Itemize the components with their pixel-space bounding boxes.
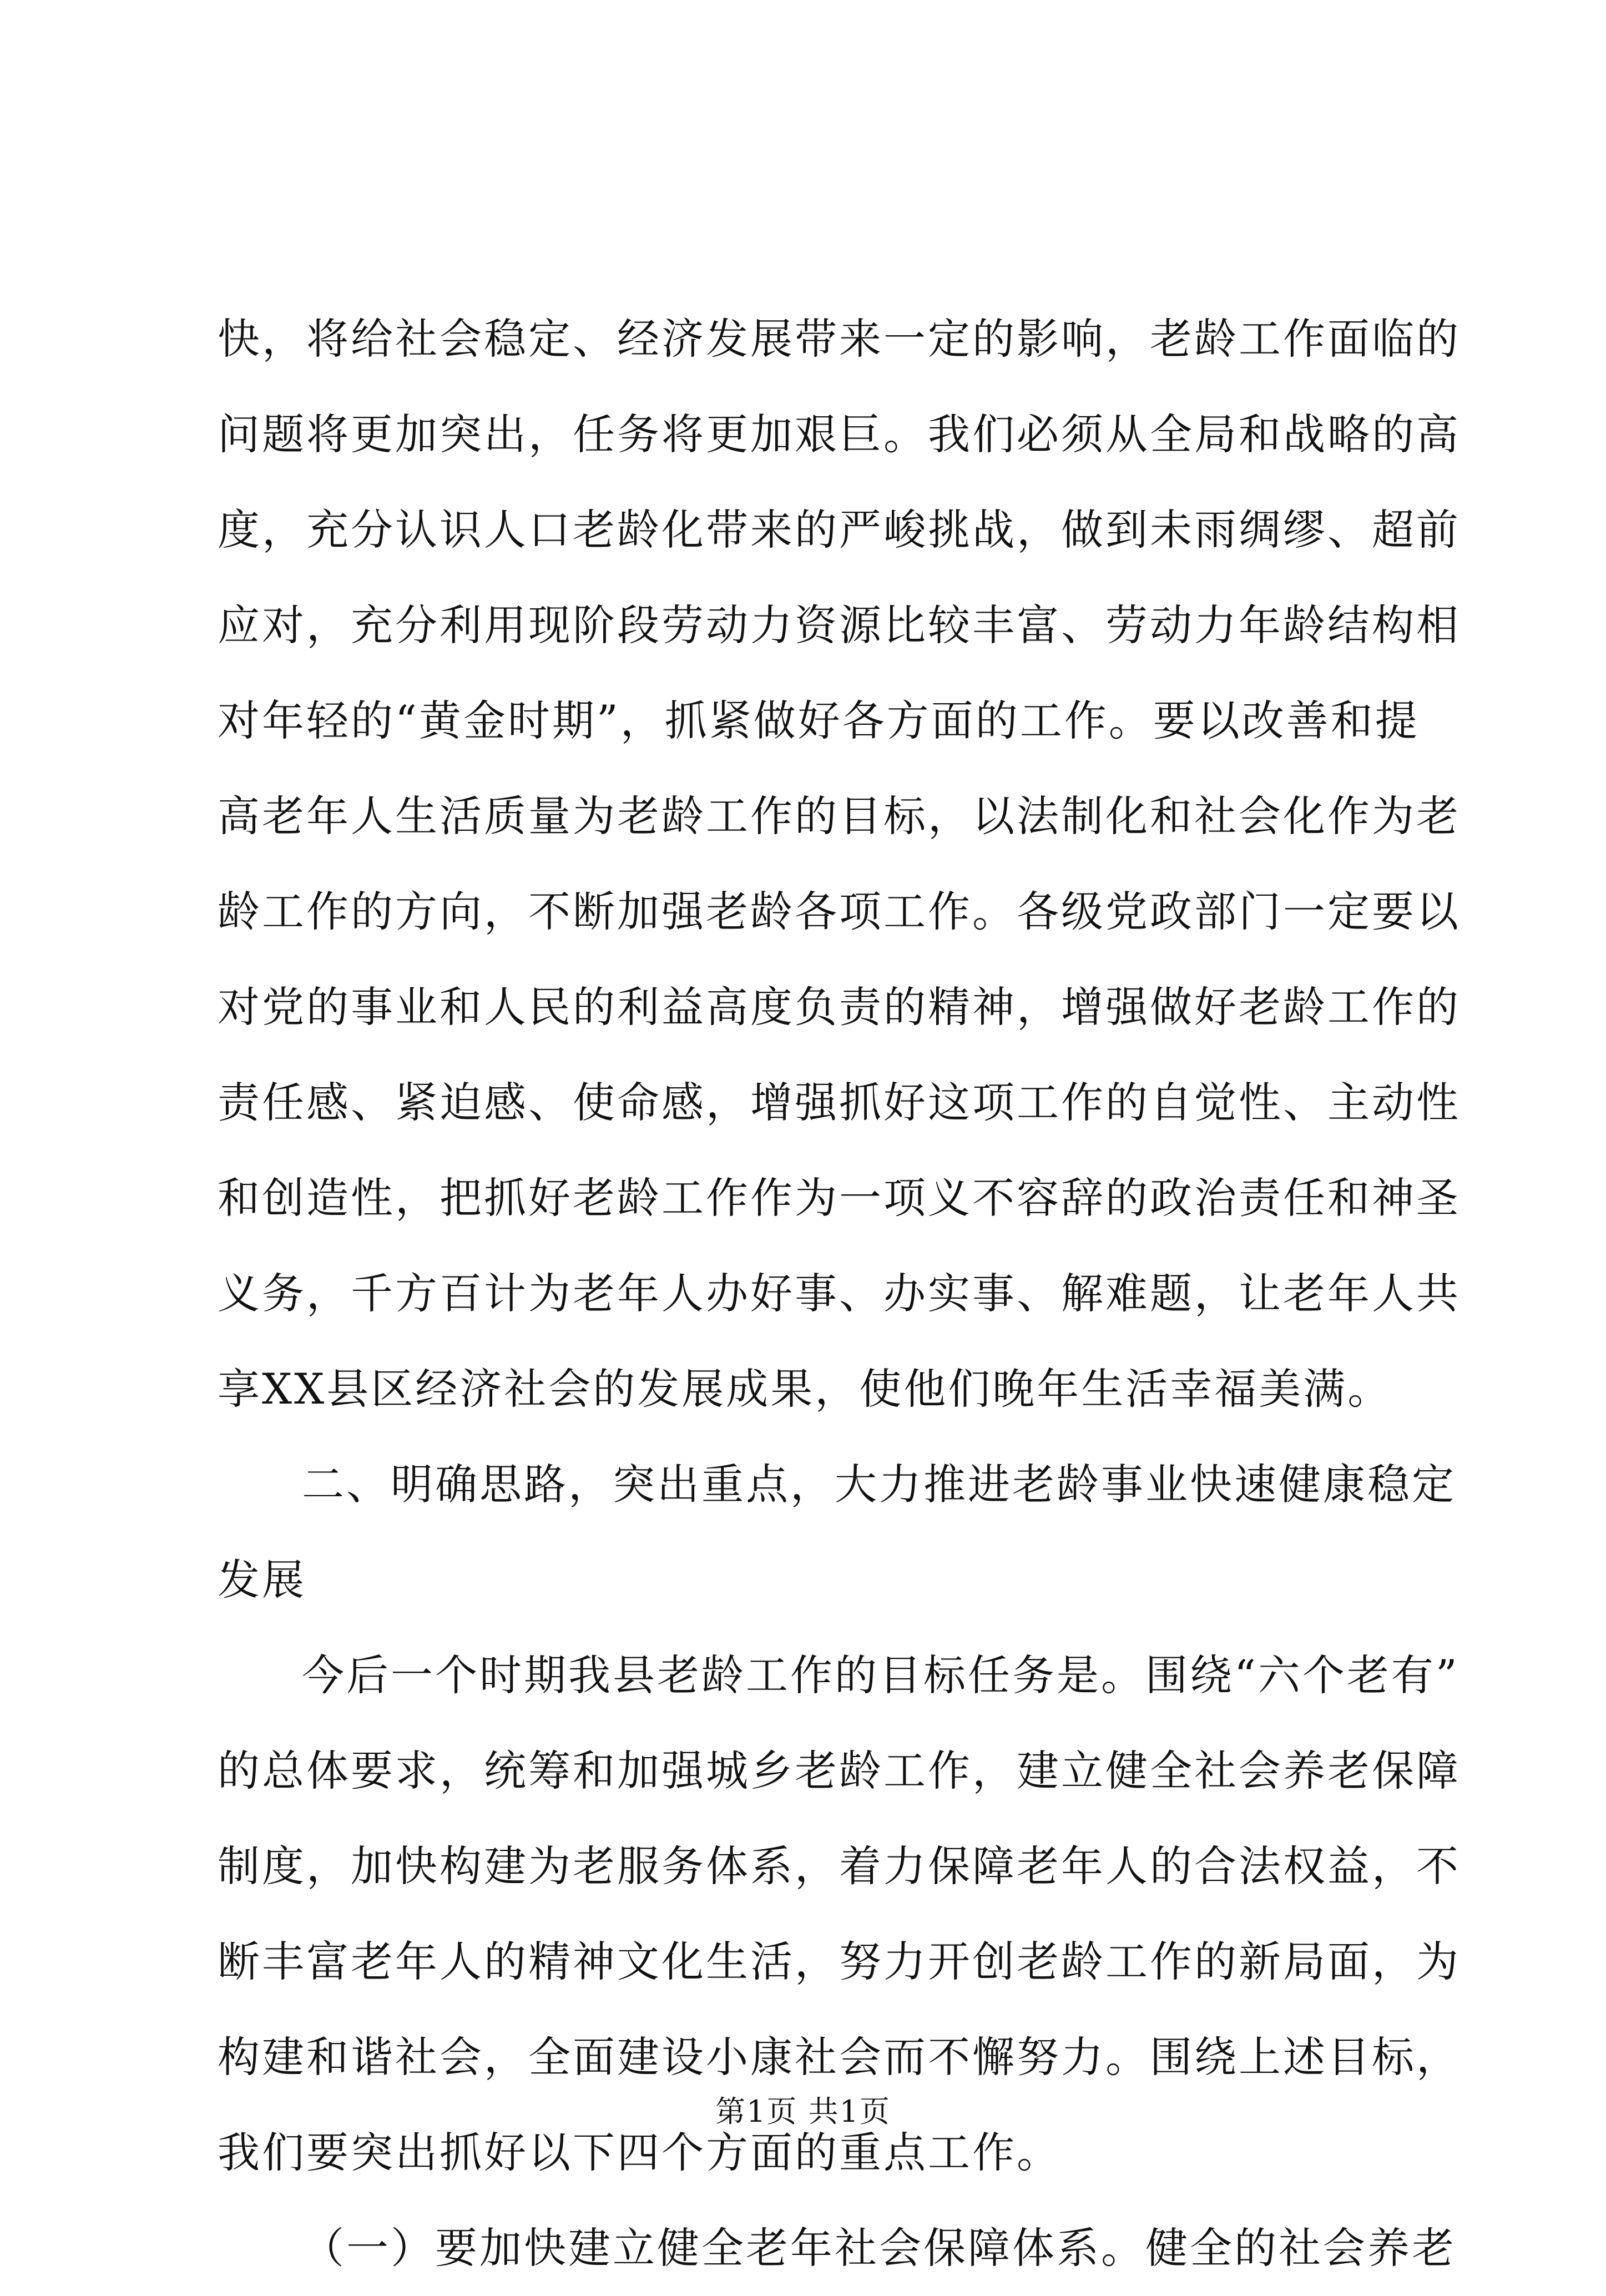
page-footer: 第1页 共1页 [715, 2094, 891, 2129]
section-heading-line-1: 二、明确思路，突出重点，大力推进老龄事业快速健康稳定 [302, 1460, 1456, 1509]
subsection-line-1: （一）要加快建立健全老年社会保障体系。健全的社会养老 [302, 2223, 1456, 2273]
section-heading-line-2: 发展 [218, 1555, 306, 1604]
document-body [218, 291, 1461, 2296]
text-line-12: 享XX县区经济社会的发展成果，使他们晚年生活幸福美满。 [218, 1364, 1392, 1414]
text-line-20: 我们要突出抓好以下四个方面的重点工作。 [218, 2128, 1061, 2177]
text-line-15: 今后一个时期我县老龄工作的目标任务是。围绕“六个老有” [302, 1651, 1459, 1700]
text-line-11: 义务，千方百计为老年人办好事、办实事、解难题，让老年人共 [218, 1269, 1461, 1318]
text-line-19: 构建和谐社会，全面建设小康社会而不懈努力。围绕上述目标， [218, 2032, 1461, 2082]
text-line-10: 和创造性，把抓好老龄工作作为一项义不容辞的政治责任和神圣 [218, 1173, 1461, 1223]
text-line-8: 对党的事业和人民的利益高度负责的精神，增强做好老龄工作的 [218, 982, 1461, 1032]
text-line-18: 断丰富老年人的精神文化生活，努力开创老龄工作的新局面，为 [218, 1937, 1461, 1986]
text-line-1: 快，将给社会稳定、经济发展带来一定的影响，老龄工作面临的 [218, 314, 1461, 364]
text-line-17: 制度，加快构建为老服务体系，着力保障老年人的合法权益，不 [218, 1841, 1461, 1891]
text-line-2: 问题将更加突出，任务将更加艰巨。我们必须从全局和战略的高 [218, 410, 1461, 459]
text-line-4: 应对，充分利用现阶段劳动力资源比较丰富、劳动力年龄结构相 [218, 601, 1461, 650]
text-line-9: 责任感、紧迫感、使命感，增强抓好这项工作的自觉性、主动性 [218, 1078, 1461, 1127]
text-line-7: 龄工作的方向，不断加强老龄各项工作。各级党政部门一定要以 [218, 887, 1461, 936]
text-line-16: 的总体要求，统筹和加强城乡老龄工作，建立健全社会养老保障 [218, 1746, 1461, 1795]
text-line-5: 对年轻的“黄金时期”，抓紧做好各方面的工作。要以改善和提 [218, 696, 1420, 745]
text-line-3: 度，充分认识人口老龄化带来的严峻挑战，做到未雨绸缪、超前 [218, 505, 1461, 554]
text-line-6: 高老年人生活质量为老龄工作的目标，以法制化和社会化作为老 [218, 791, 1461, 841]
